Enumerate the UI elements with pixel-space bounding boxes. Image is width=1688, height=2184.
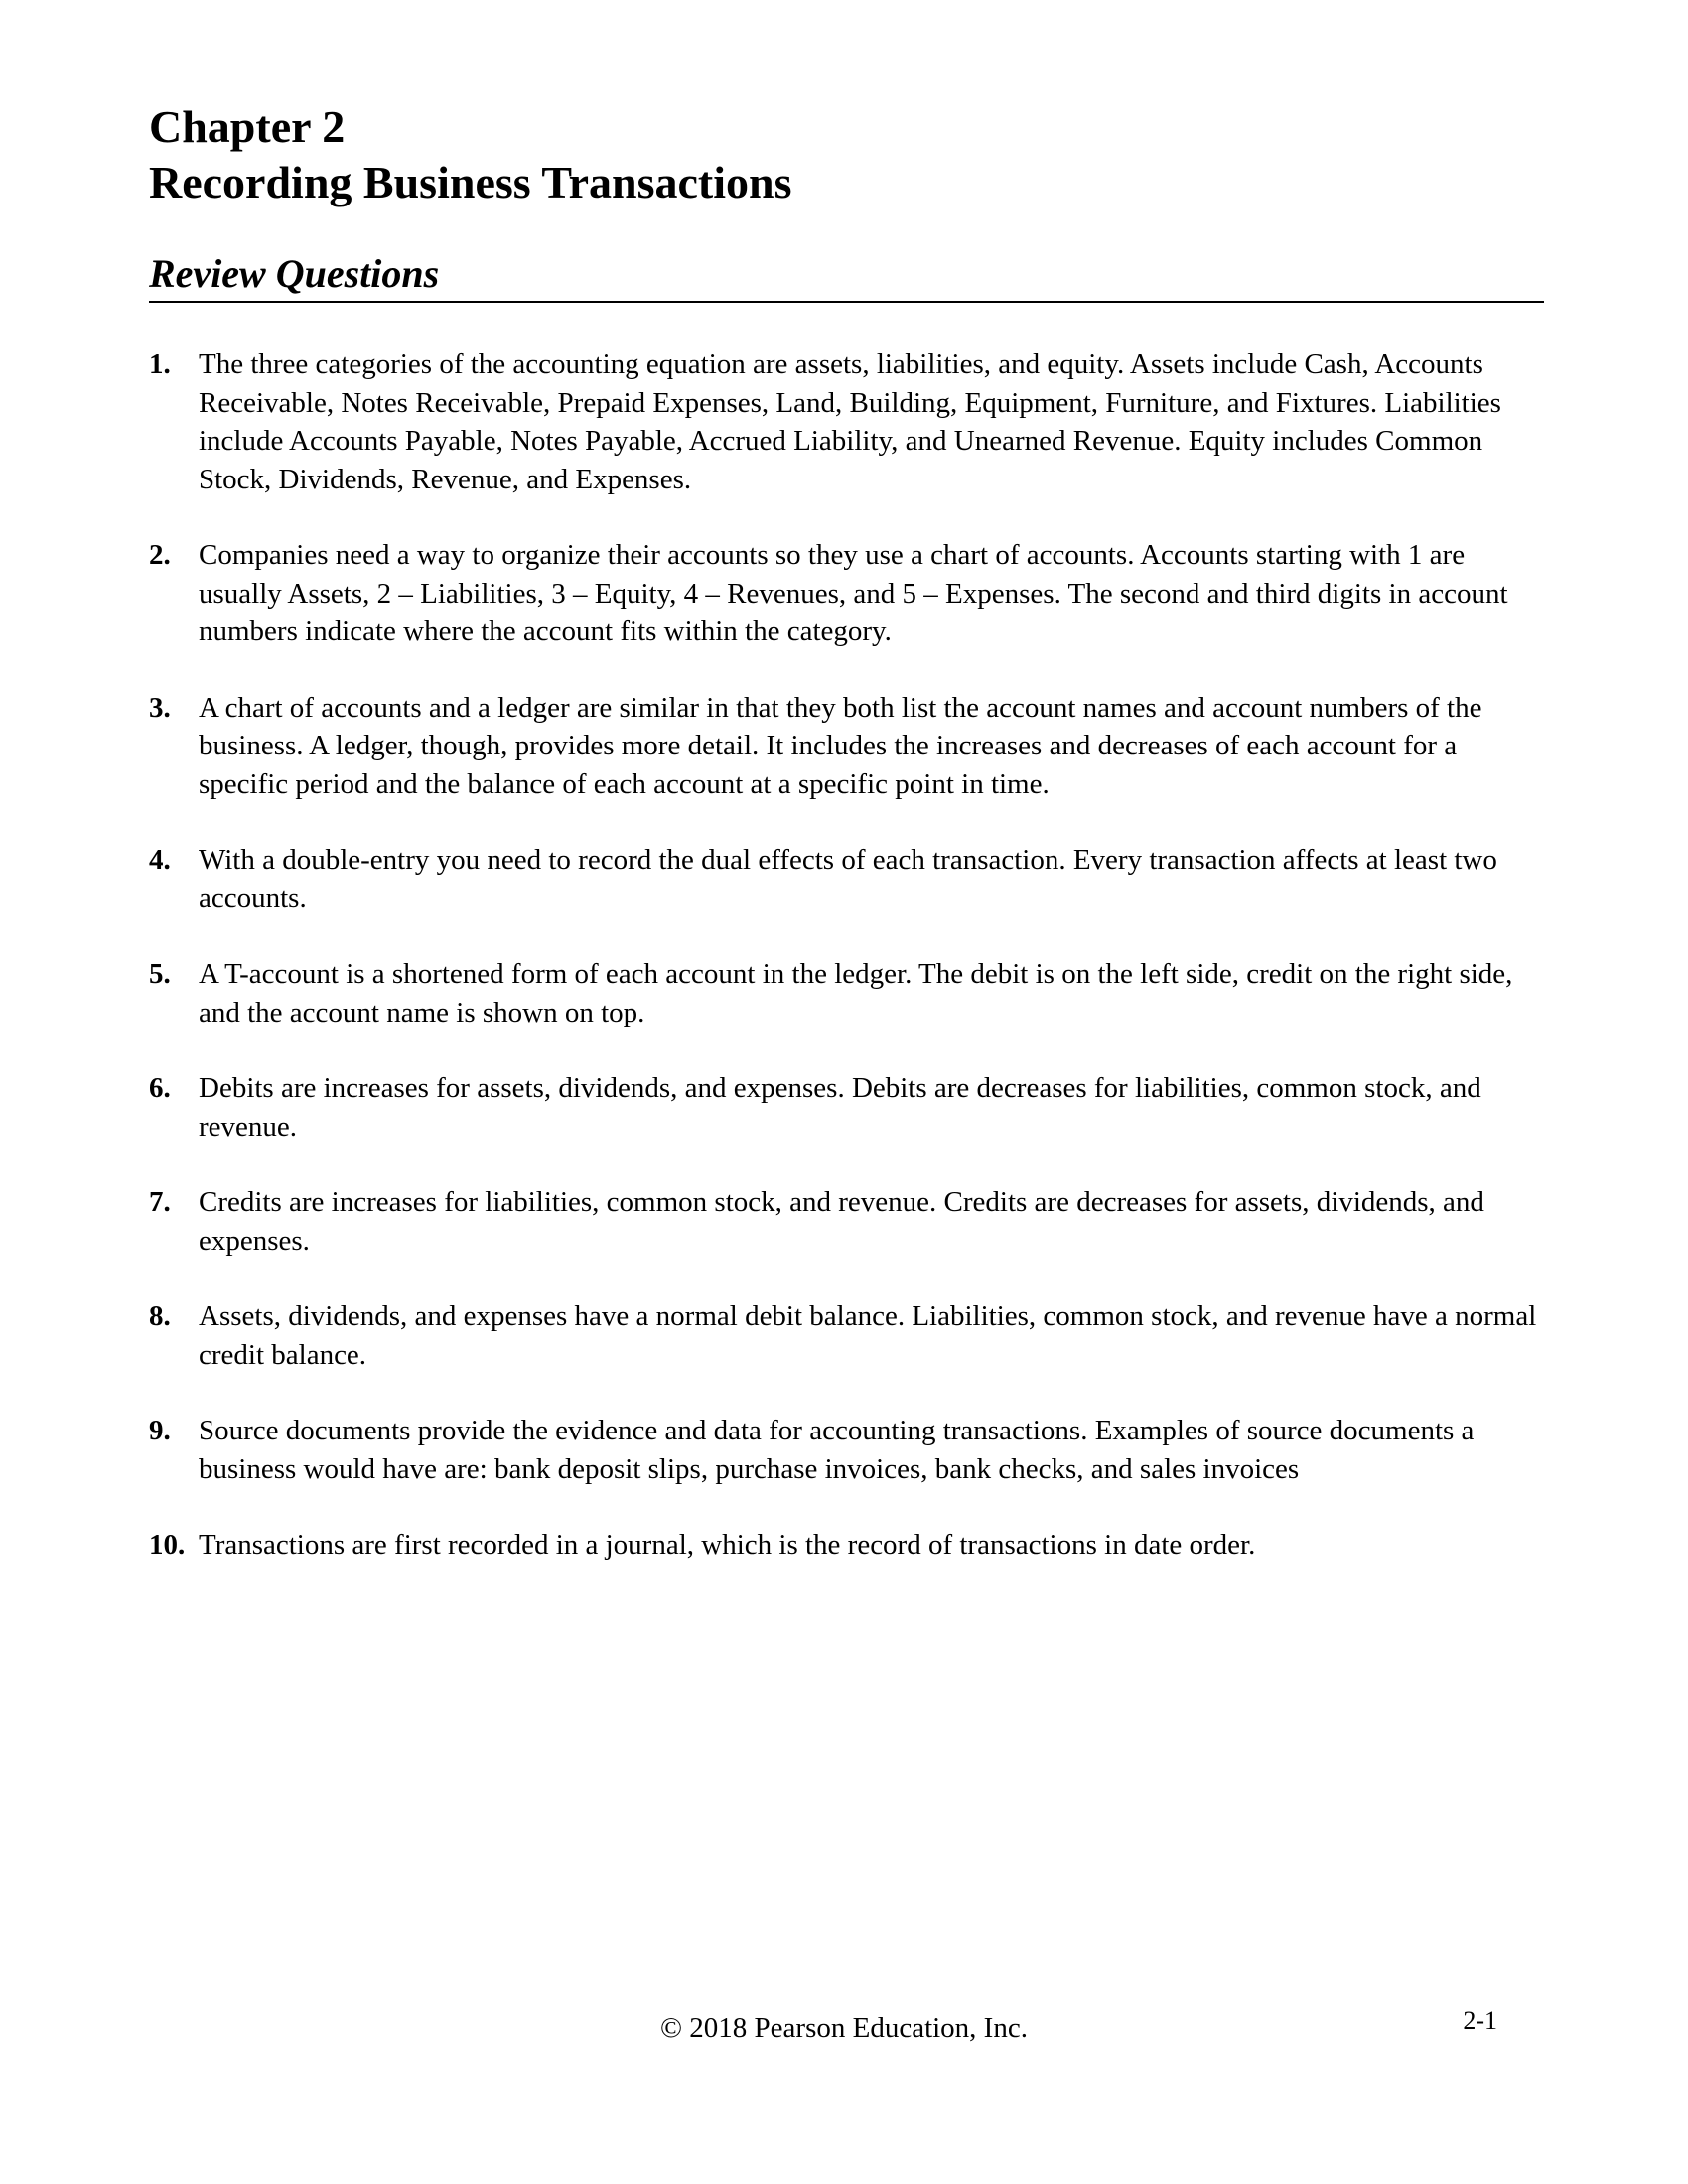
question-number: 1. [149,348,171,380]
question-item [149,345,1539,498]
question-number: 3. [149,691,171,724]
question-text: Credits are increases for liabilities, common stock, and revenue. Credits are decreases for assets, dividends, and expenses. [199,1186,1484,1257]
question-item [149,1412,1539,1488]
question-item [149,1297,1539,1374]
question-text: Companies need a way to organize their accounts so they use a chart of accounts. Accounts starting with 1 are usually Assets, 2 – Liabilities, 3 – Equity, 4 – Revenues, and 5 – Expenses. The second and third digits in account numbers indicate where the account fits within the category. [199,539,1508,647]
chapter-title: Recording Business Transactions [149,157,792,207]
question-number: 4. [149,844,171,876]
chapter-heading [149,99,792,210]
chapter-number: Chapter 2 [149,101,346,152]
question-item [149,1183,1539,1260]
question-text: Assets, dividends, and expenses have a normal debit balance. Liabilities, common stock, and revenue have a normal credit balance. [199,1300,1537,1371]
question-number: 7. [149,1186,171,1218]
question-item [149,536,1539,651]
question-number: 6. [149,1072,171,1104]
footer-copyright: © 2018 Pearson Education, Inc. [660,2012,1028,2044]
review-questions-list [149,345,1539,1602]
question-item [149,1069,1539,1146]
question-text: Debits are increases for assets, dividends, and expenses. Debits are decreases for liabilities, common stock, and revenue. [199,1072,1481,1143]
question-number: 8. [149,1300,171,1332]
question-text: Source documents provide the evidence and data for accounting transactions. Examples of source documents a business would have are: bank deposit slips, purchase invoices, bank checks, and sales invoices [199,1415,1475,1485]
question-item [149,689,1539,804]
question-number: 5. [149,958,171,990]
question-item [149,1526,1539,1565]
question-number: 10. [149,1529,186,1561]
question-text: The three categories of the accounting equation are assets, liabilities, and equity. Assets include Cash, Accounts Receivable, Notes Receivable, Prepaid Expenses, Land, Building, Equipment, Furniture, and Fixtures. Liabilities include Accounts Payable, Notes Payable, Accrued Liability, and Unearned Revenue. Equity includes Common Stock, Dividends, Revenue, and Expenses. [199,348,1501,495]
page-number: 2-1 [1463,2006,1497,2035]
question-number: 9. [149,1415,171,1446]
question-number: 2. [149,539,171,571]
question-text: Transactions are first recorded in a journal, which is the record of transactions in date order. [199,1529,1256,1561]
question-item [149,955,1539,1031]
question-text: A chart of accounts and a ledger are similar in that they both list the account names and account numbers of the business. A ledger, though, provides more detail. It includes the increases and decreases of each account for a specific period and the balance of each account at a specific point in time. [199,691,1482,800]
section-divider [149,301,1544,303]
section-title: Review Questions [149,251,440,296]
question-text: With a double-entry you need to record the dual effects of each transaction. Every transaction affects at least two accounts. [199,844,1497,914]
question-item [149,841,1539,917]
question-text: A T-account is a shortened form of each account in the ledger. The debit is on the left side, credit on the right side, and the account name is shown on top. [199,958,1513,1028]
